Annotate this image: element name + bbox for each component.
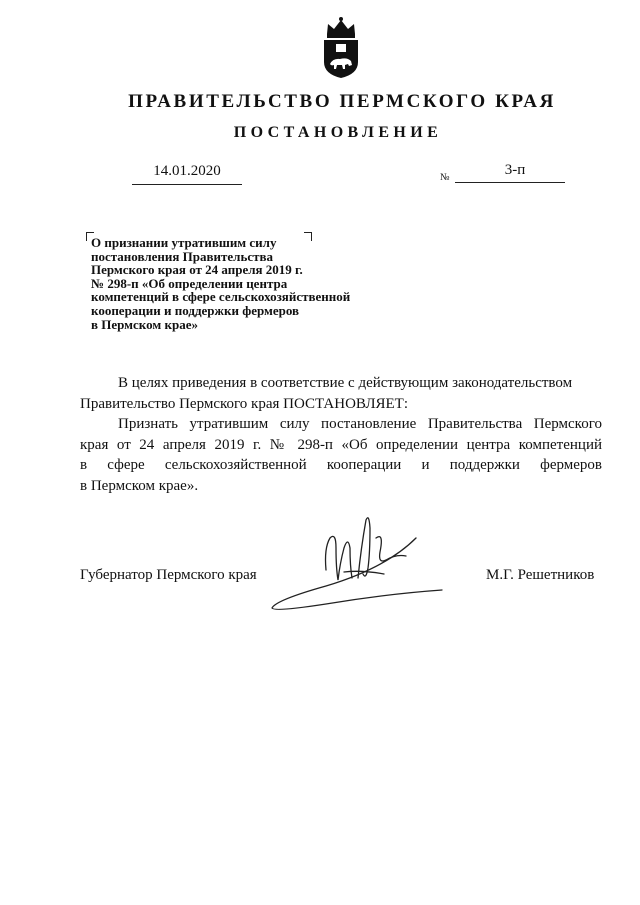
document-body <box>80 373 602 496</box>
subject-line: кооперации и поддержки фермеров <box>91 302 300 318</box>
handwritten-signature-icon <box>266 508 456 623</box>
number-sign: № <box>440 172 450 183</box>
subject-line: в Пермском крае» <box>91 316 198 332</box>
document-number: 3-п <box>504 162 526 178</box>
date-underline <box>132 184 242 185</box>
body-line: Правительство Пермского края ПОСТАНОВЛЯЕТ: <box>80 395 409 412</box>
document-subject <box>91 236 411 331</box>
subject-line: № 298-п «Об определении центра <box>91 275 288 291</box>
subject-line: постановления Правительства <box>91 248 273 264</box>
signatory-role: Губернатор Пермского края <box>80 567 257 583</box>
document-date: 14.01.2020 <box>153 163 221 179</box>
subject-line: О признании утратившим силу <box>91 235 277 250</box>
subject-line: Пермского края от 24 апреля 2019 г. <box>91 262 303 278</box>
body-line: края от 24 апреля 2019 г. № 298-п «Об определении центра компетенций <box>80 436 602 453</box>
number-underline <box>455 182 565 183</box>
government-title: ПРАВИТЕЛЬСТВО ПЕРМСКОГО КРАЯ <box>128 91 556 112</box>
body-paragraph-preamble <box>80 373 602 414</box>
signatory-name: М.Г. Решетников <box>486 567 595 583</box>
document-type: ПОСТАНОВЛЕНИЕ <box>233 124 443 141</box>
body-line: Признать утратившим силу постановление Правительства Пермского <box>118 416 602 432</box>
body-line: В целях приведения в соответствие с действующим законодательством <box>118 375 573 391</box>
body-line: в сфере сельскохозяйственной кооперации и поддержки фермеров <box>80 457 602 473</box>
subject-line: компетенций в сфере сельскохозяйственной <box>91 289 351 305</box>
body-line: в Пермском крае». <box>80 477 199 494</box>
perm-krai-coat-of-arms-icon <box>321 14 361 80</box>
body-paragraph-resolution <box>80 414 602 496</box>
